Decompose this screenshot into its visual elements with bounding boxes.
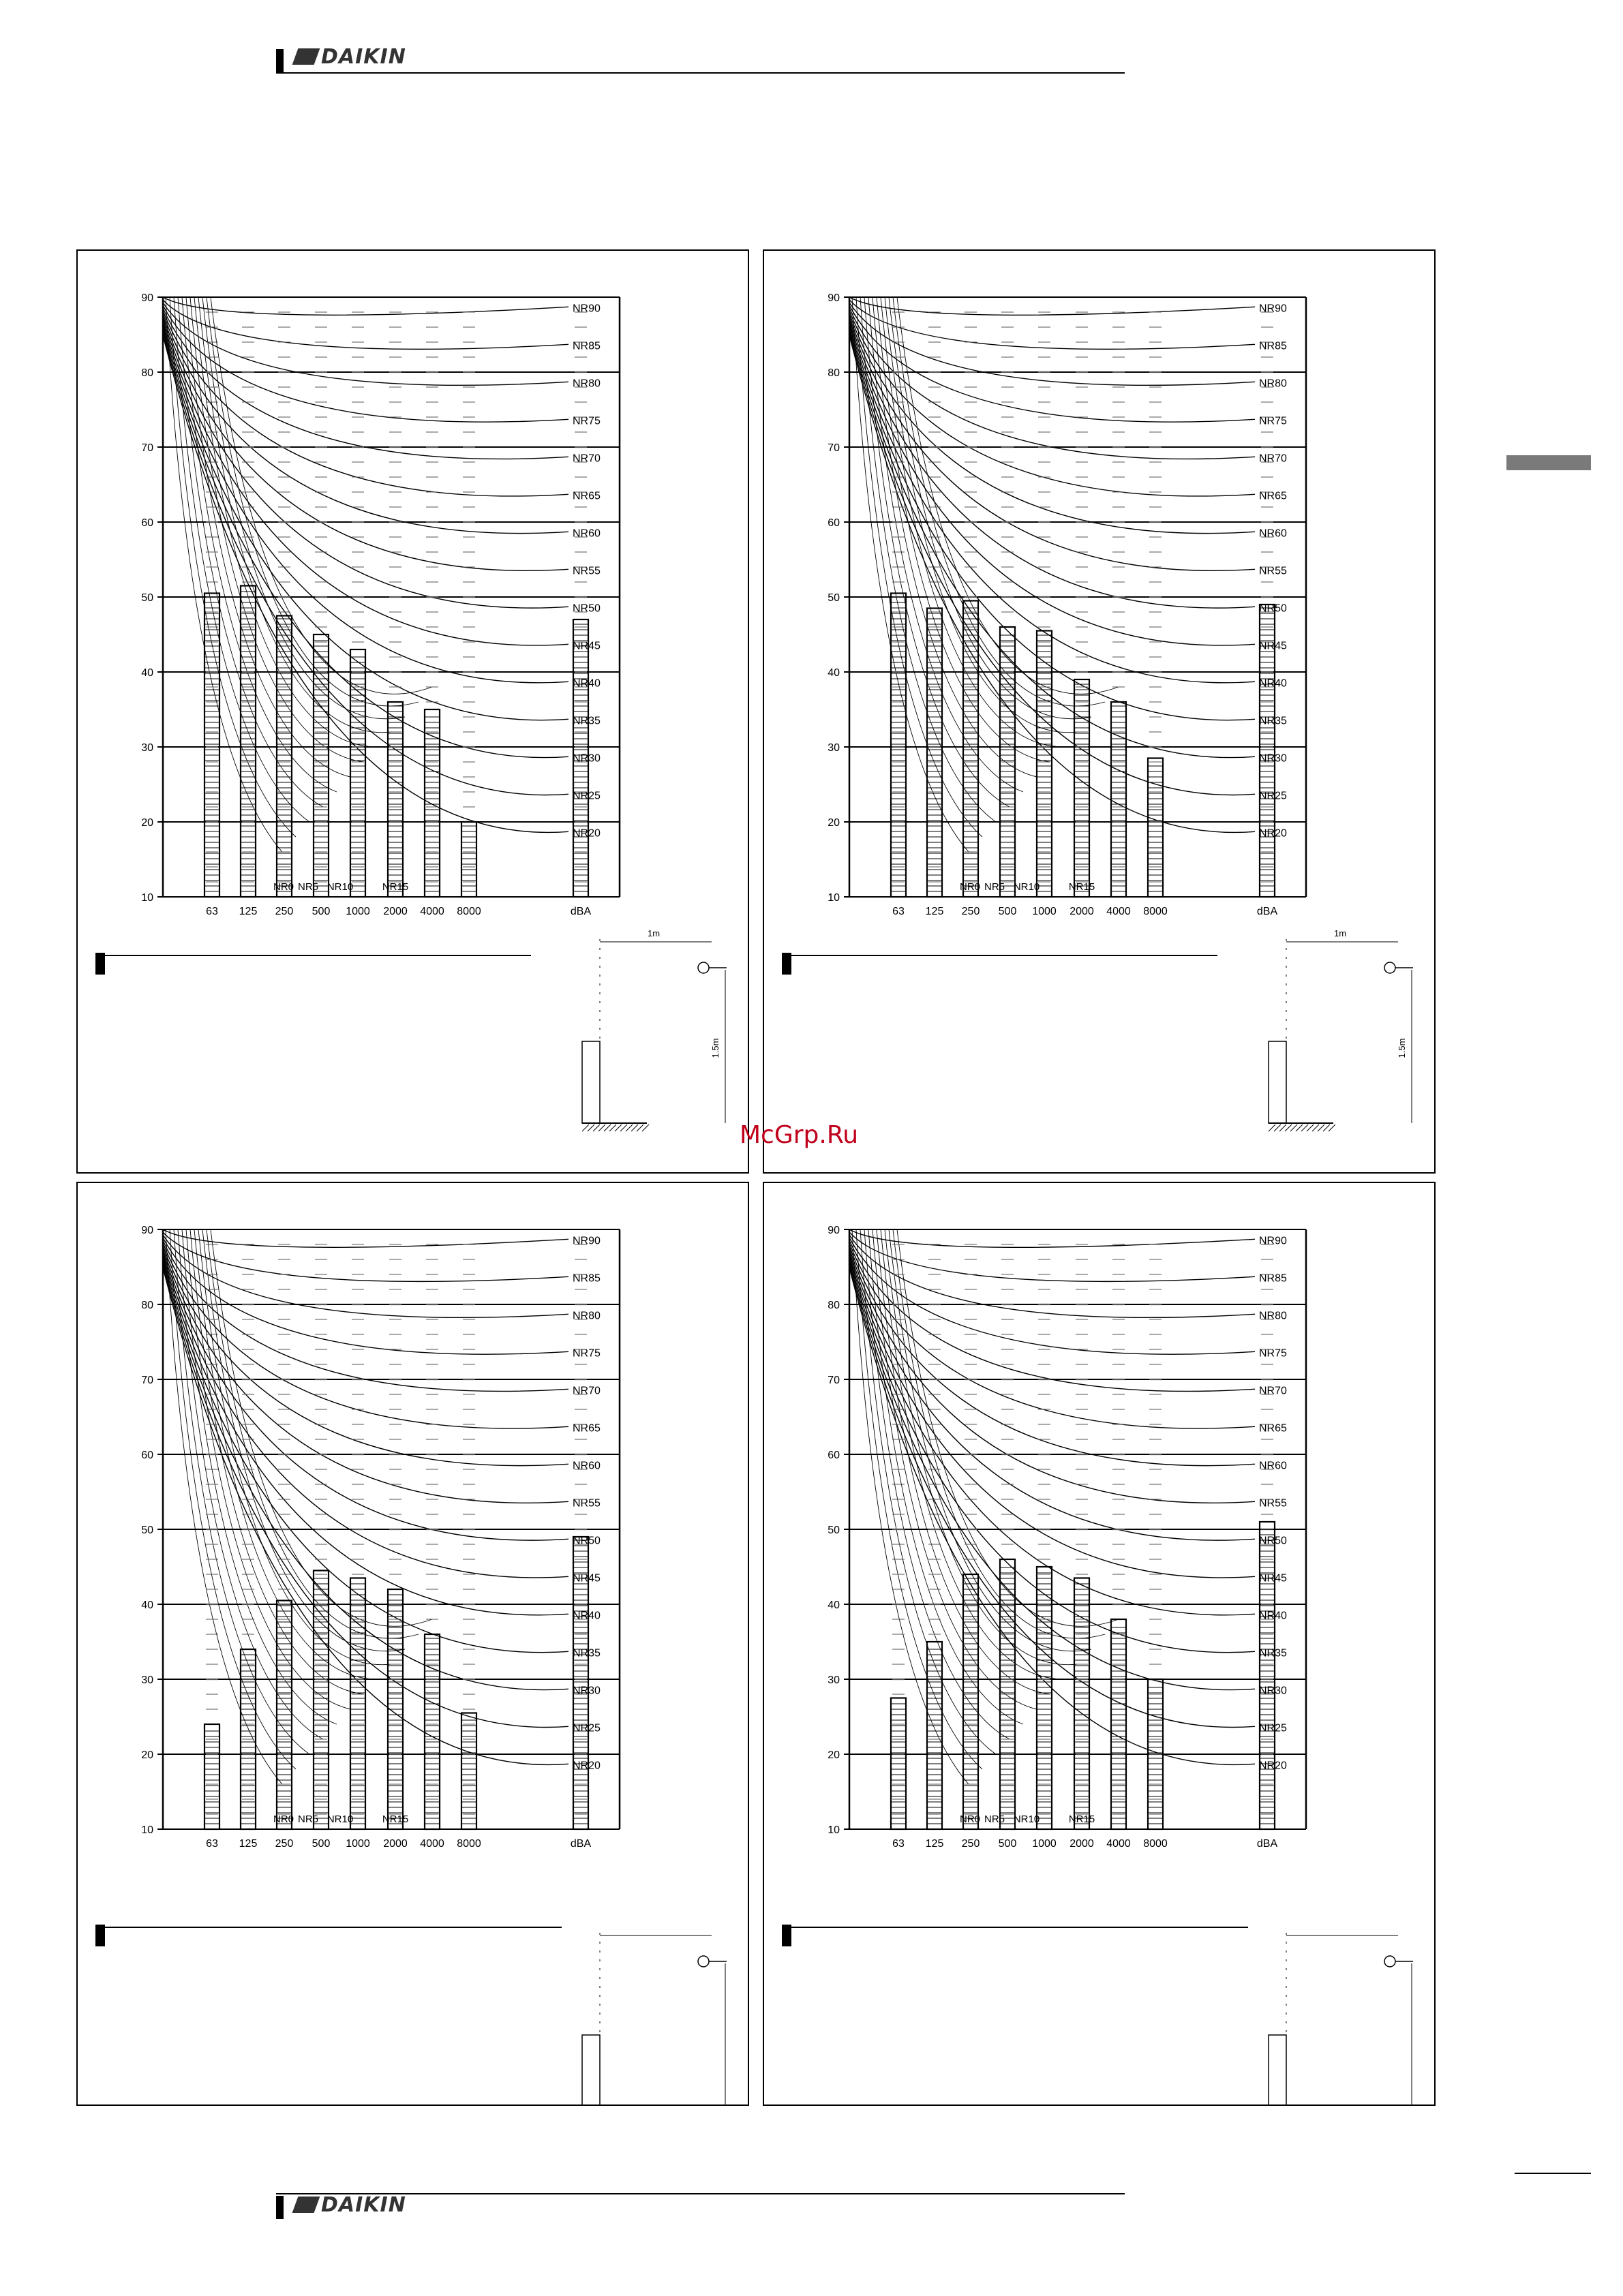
nr-curve-label: NR75 — [573, 1347, 601, 1360]
daikin-footer-logo-icon — [292, 2196, 320, 2213]
y-tick-label: 80 — [141, 367, 153, 379]
floor-hatch — [588, 1124, 594, 1131]
nr-curve-label: NR40 — [1259, 677, 1287, 690]
bar-63 — [204, 594, 219, 898]
bar-500 — [314, 1571, 329, 1830]
x-tick-label: 1000 — [346, 906, 370, 917]
y-tick-label: 50 — [141, 1525, 153, 1536]
nr-fan-line — [885, 297, 1078, 733]
nr-curve-label: NR75 — [1259, 415, 1287, 427]
nr-curve-label: NR60 — [573, 1460, 601, 1472]
x-tick-label: 2000 — [1070, 1838, 1094, 1850]
nr-curve — [849, 1251, 1255, 1540]
x-tick-label: 4000 — [1106, 1838, 1131, 1850]
nr-curve-label: NR40 — [573, 677, 601, 690]
x-tick-label: 4000 — [420, 1838, 444, 1850]
y-tick-label: 30 — [141, 742, 153, 754]
nr-curve-label: NR45 — [573, 1572, 601, 1585]
caption-mark — [95, 1925, 105, 1946]
x-tick-label: 125 — [239, 1838, 258, 1850]
microphone-icon — [1384, 962, 1395, 973]
nr-curve-label: NR40 — [1259, 1610, 1287, 1622]
nr-fan-line — [202, 1229, 405, 1651]
x-tick-label: dBA — [570, 1838, 592, 1850]
footer-logo — [295, 2193, 406, 2217]
unit-outline — [1269, 2035, 1286, 2106]
measurement-diagram — [582, 928, 727, 1131]
microphone-icon — [1384, 1956, 1395, 1967]
floor-hatch — [1323, 1124, 1330, 1131]
floor-hatch — [1296, 1124, 1303, 1131]
x-tick-label: 125 — [925, 1838, 944, 1850]
y-tick-label: 50 — [141, 592, 153, 604]
y-tick-label: 60 — [828, 517, 840, 529]
nr-curve-label: NR55 — [573, 565, 601, 577]
nr-curve-label: NR85 — [573, 340, 601, 352]
nr-curve-label: NR75 — [1259, 1347, 1287, 1360]
nr-curve-label: NR70 — [573, 453, 601, 465]
nr-curve-label: NR85 — [1259, 1272, 1287, 1285]
chart-svg-1 — [78, 251, 749, 1174]
x-tick-label: 4000 — [1106, 906, 1131, 917]
y-tick-label: 90 — [141, 1225, 153, 1236]
unit-outline — [582, 2035, 600, 2106]
nr-curve — [849, 297, 1255, 315]
y-tick-label: 20 — [828, 817, 840, 829]
x-tick-label: 500 — [312, 906, 331, 917]
nr-fan-line — [174, 297, 309, 822]
chart-panel-3 — [76, 1182, 749, 2106]
floor-hatch — [593, 1124, 600, 1131]
section-tab — [1506, 455, 1591, 470]
nr-curve — [849, 305, 1255, 422]
bar-250 — [277, 616, 292, 898]
x-tick-label: 63 — [892, 1838, 905, 1850]
nr-curve-label: NR50 — [1259, 602, 1287, 615]
footer-brand-name: DAIKIN — [321, 2193, 406, 2217]
x-tick-label: dBA — [570, 906, 592, 917]
bar-4000 — [1111, 702, 1126, 897]
nr-bottom-label: NR0 — [273, 1813, 294, 1825]
nr-curve-label: NR85 — [573, 1272, 601, 1285]
x-tick-label: 500 — [998, 906, 1017, 917]
brand-name: DAIKIN — [321, 45, 406, 69]
nr-bottom-label: NR5 — [984, 1813, 1005, 1825]
nr-curve — [163, 305, 568, 422]
nr-curve-label: NR55 — [1259, 565, 1287, 577]
nr-bottom-label: NR15 — [1068, 1813, 1095, 1825]
nr-curve-label: NR90 — [573, 1235, 601, 1247]
bar-4000 — [425, 709, 440, 897]
nr-fan-line — [198, 297, 391, 733]
nr-curve-label: NR80 — [573, 1310, 601, 1322]
nr-curve — [849, 319, 1255, 608]
bar-8000 — [461, 1713, 476, 1830]
nr-curve-label: NR50 — [573, 602, 601, 615]
nr-curve-label: NR80 — [1259, 378, 1287, 390]
nr-curve — [849, 1238, 1255, 1354]
chart-svg-4 — [764, 1183, 1436, 2106]
chart-2 — [782, 292, 1413, 1131]
nr-curve-label: NR80 — [573, 378, 601, 390]
bar-63 — [891, 594, 906, 898]
x-tick-label: 63 — [206, 906, 218, 917]
nr-curve-label: NR30 — [573, 752, 601, 765]
nr-curve — [849, 1243, 1255, 1428]
nr-curve — [163, 1232, 568, 1281]
nr-curve-label: NR30 — [1259, 1685, 1287, 1697]
nr-curve-label: NR65 — [1259, 1422, 1287, 1435]
diagram-top-label: 1m — [647, 928, 661, 938]
floor-hatch — [620, 1124, 627, 1131]
x-tick-label: 8000 — [1143, 906, 1168, 917]
nr-curve-label: NR25 — [1259, 1722, 1287, 1734]
nr-curve-label: NR40 — [573, 1610, 601, 1622]
nr-curve-label: NR35 — [1259, 1647, 1287, 1659]
nr-curve-label: NR65 — [573, 490, 601, 502]
nr-bottom-label: NR10 — [327, 1813, 354, 1825]
watermark: McGrp.Ru — [740, 1121, 859, 1149]
nr-bottom-label: NR10 — [327, 881, 354, 893]
nr-curve-label: NR55 — [573, 1497, 601, 1510]
nr-fan-line — [860, 1229, 996, 1754]
y-tick-label: 80 — [141, 1300, 153, 1311]
floor-hatch — [1318, 1124, 1324, 1131]
y-tick-label: 30 — [828, 1674, 840, 1686]
nr-bottom-label: NR15 — [1068, 881, 1095, 893]
nr-curve-label: NR20 — [1259, 827, 1287, 840]
nr-curve-label: NR35 — [573, 715, 601, 727]
chart-svg-2 — [764, 251, 1436, 1174]
nr-bottom-label: NR10 — [1013, 1813, 1040, 1825]
floor-hatch — [631, 1124, 638, 1131]
floor-hatch — [1269, 1124, 1275, 1131]
chart-3 — [95, 1225, 727, 2106]
y-tick-label: 30 — [828, 742, 840, 754]
diagram-side-label: 1.5m — [1397, 1038, 1407, 1058]
nr-bottom-label: NR5 — [297, 1813, 319, 1825]
nr-curve — [849, 313, 1255, 534]
y-tick-label: 90 — [828, 1225, 840, 1236]
x-tick-label: 8000 — [457, 906, 481, 917]
unit-outline — [582, 1041, 600, 1123]
y-tick-label: 70 — [141, 1375, 153, 1386]
caption-mark — [95, 953, 105, 975]
x-tick-label: dBA — [1256, 1838, 1278, 1850]
nr-curve-label: NR60 — [1259, 527, 1287, 540]
chart-panel-4 — [763, 1182, 1436, 2106]
nr-curve — [163, 1243, 568, 1428]
y-tick-label: 40 — [828, 667, 840, 679]
nr-curve-label: NR90 — [573, 303, 601, 315]
y-tick-label: 90 — [828, 292, 840, 304]
x-tick-label: 2000 — [383, 1838, 408, 1850]
y-tick-label: 10 — [828, 1824, 840, 1836]
floor-hatch — [1290, 1124, 1297, 1131]
brand-logo — [295, 45, 406, 69]
floor-hatch — [615, 1124, 622, 1131]
x-tick-label: 63 — [892, 906, 905, 917]
nr-fan-line — [198, 1229, 391, 1665]
nr-curve — [163, 1246, 568, 1466]
bar-1000 — [1037, 631, 1052, 898]
bar-125 — [927, 1642, 942, 1829]
y-tick-label: 40 — [141, 1599, 153, 1611]
nr-curve-label: NR25 — [1259, 790, 1287, 802]
x-tick-label: 250 — [961, 906, 980, 917]
y-tick-label: 10 — [828, 892, 840, 904]
nr-curve-label: NR20 — [573, 1760, 601, 1772]
floor-hatch — [1307, 1124, 1314, 1131]
nr-curve-label: NR35 — [573, 1647, 601, 1659]
floor-hatch — [1279, 1124, 1286, 1131]
y-tick-label: 10 — [141, 1824, 153, 1836]
nr-curve-label: NR30 — [1259, 752, 1287, 765]
nr-curve-label: NR35 — [1259, 715, 1287, 727]
nr-curve-label: NR30 — [573, 1685, 601, 1697]
nr-curve-label: NR65 — [1259, 490, 1287, 502]
nr-curve-label: NR70 — [1259, 1385, 1287, 1397]
x-tick-label: 500 — [312, 1838, 331, 1850]
x-tick-label: 125 — [925, 906, 944, 917]
diagram-top-label: 1m — [1333, 928, 1347, 938]
nr-curve-label: NR75 — [573, 415, 601, 427]
chart-panel-1 — [76, 249, 749, 1174]
measurement-diagram — [1269, 928, 1413, 1131]
bar-dBA — [1260, 1522, 1275, 1829]
floor-hatch — [1285, 1124, 1292, 1131]
y-tick-label: 50 — [828, 592, 840, 604]
x-tick-label: 2000 — [383, 906, 408, 917]
floor-hatch — [604, 1124, 611, 1131]
y-tick-label: 40 — [828, 1599, 840, 1611]
nr-bottom-label: NR5 — [984, 881, 1005, 893]
nr-curve — [849, 1246, 1255, 1466]
nr-curve-label: NR25 — [573, 790, 601, 802]
nr-bottom-label: NR15 — [382, 881, 409, 893]
nr-curve — [163, 1229, 568, 1247]
floor-hatch — [637, 1124, 643, 1131]
nr-bottom-label: NR0 — [959, 881, 981, 893]
x-tick-label: 250 — [275, 1838, 294, 1850]
x-tick-label: 2000 — [1070, 906, 1094, 917]
y-tick-label: 90 — [141, 292, 153, 304]
x-tick-label: 1000 — [1032, 1838, 1057, 1850]
nr-curve — [163, 319, 568, 608]
floor-hatch — [1274, 1124, 1281, 1131]
chart-panel-2 — [763, 249, 1436, 1174]
nr-curve — [163, 311, 568, 496]
bar-63 — [204, 1724, 219, 1829]
microphone-icon — [698, 962, 709, 973]
nr-curve — [849, 1229, 1255, 1247]
y-tick-label: 70 — [141, 442, 153, 454]
y-tick-label: 70 — [828, 442, 840, 454]
bar-4000 — [425, 1634, 440, 1829]
bar-8000 — [1148, 759, 1163, 898]
nr-curve-label: NR20 — [573, 827, 601, 840]
nr-curve-label: NR45 — [1259, 640, 1287, 652]
nr-curve-label: NR25 — [573, 1722, 601, 1734]
nr-curve-label: NR60 — [573, 527, 601, 540]
chart-1 — [95, 292, 727, 1131]
nr-bottom-label: NR0 — [959, 1813, 981, 1825]
x-tick-label: 500 — [998, 1838, 1017, 1850]
nr-bottom-label: NR10 — [1013, 881, 1040, 893]
microphone-icon — [698, 1956, 709, 1967]
nr-bottom-label: NR15 — [382, 1813, 409, 1825]
floor-hatch — [598, 1124, 605, 1131]
nr-curve — [163, 1238, 568, 1354]
nr-curve — [849, 300, 1255, 349]
nr-curve — [849, 1232, 1255, 1281]
y-tick-label: 60 — [141, 517, 153, 529]
nr-curve — [163, 313, 568, 534]
nr-curve-label: NR50 — [573, 1535, 601, 1547]
page-number-rule — [1515, 2173, 1591, 2174]
y-tick-label: 10 — [141, 892, 153, 904]
y-tick-label: 30 — [141, 1674, 153, 1686]
floor-hatch — [1329, 1124, 1335, 1131]
nr-fan-line — [889, 297, 1091, 719]
nr-curve — [163, 297, 568, 315]
nr-fan-line — [860, 297, 996, 822]
chart-4 — [782, 1225, 1413, 2106]
x-tick-label: 250 — [275, 906, 294, 917]
bar-250 — [963, 601, 978, 898]
nr-curve-label: NR45 — [1259, 1572, 1287, 1585]
nr-curve-label: NR65 — [573, 1422, 601, 1435]
floor-hatch — [582, 1124, 589, 1131]
y-tick-label: 60 — [828, 1450, 840, 1461]
nr-curve — [849, 311, 1255, 496]
daikin-logo-icon — [292, 48, 320, 65]
measurement-diagram — [1269, 1933, 1413, 2106]
floor-hatch — [626, 1124, 633, 1131]
nr-curve — [163, 1251, 568, 1540]
footer-mark — [276, 2196, 284, 2219]
header-mark — [276, 49, 284, 72]
nr-curve-label: NR20 — [1259, 1760, 1287, 1772]
unit-outline — [1269, 1041, 1286, 1123]
x-tick-label: 125 — [239, 906, 258, 917]
nr-fan-line — [885, 1229, 1078, 1665]
nr-curve-label: NR70 — [573, 1385, 601, 1397]
nr-fan-line — [202, 297, 405, 719]
x-tick-label: 4000 — [420, 906, 444, 917]
floor-hatch — [1301, 1124, 1308, 1131]
y-tick-label: 50 — [828, 1525, 840, 1536]
nr-curve-label: NR60 — [1259, 1460, 1287, 1472]
nr-curve-label: NR55 — [1259, 1497, 1287, 1510]
x-tick-label: 1000 — [346, 1838, 370, 1850]
x-tick-label: 1000 — [1032, 906, 1057, 917]
y-tick-label: 40 — [141, 667, 153, 679]
y-tick-label: 80 — [828, 1300, 840, 1311]
nr-bottom-label: NR5 — [297, 881, 319, 893]
y-tick-label: 80 — [828, 367, 840, 379]
caption-mark — [782, 1925, 791, 1946]
nr-curve-label: NR90 — [1259, 303, 1287, 315]
chart-svg-3 — [78, 1183, 749, 2106]
nr-bottom-label: NR0 — [273, 881, 294, 893]
nr-fan-line — [889, 1229, 1091, 1651]
nr-curve-label: NR45 — [573, 640, 601, 652]
nr-fan-line — [174, 1229, 309, 1754]
floor-hatch — [609, 1124, 616, 1131]
x-tick-label: 8000 — [457, 1838, 481, 1850]
x-tick-label: 250 — [961, 1838, 980, 1850]
y-tick-label: 20 — [828, 1749, 840, 1761]
diagram-side-label: 1.5m — [710, 1038, 721, 1058]
measurement-diagram — [582, 1933, 727, 2106]
y-tick-label: 60 — [141, 1450, 153, 1461]
x-tick-label: 63 — [206, 1838, 218, 1850]
x-tick-label: 8000 — [1143, 1838, 1168, 1850]
nr-curve — [163, 300, 568, 349]
y-tick-label: 70 — [828, 1375, 840, 1386]
nr-curve-label: NR70 — [1259, 453, 1287, 465]
x-tick-label: dBA — [1256, 906, 1278, 917]
y-tick-label: 20 — [141, 817, 153, 829]
floor-hatch — [1312, 1124, 1319, 1131]
nr-curve-label: NR50 — [1259, 1535, 1287, 1547]
y-tick-label: 20 — [141, 1749, 153, 1761]
bar-2000 — [388, 702, 403, 897]
nr-curve-label: NR90 — [1259, 1235, 1287, 1247]
floor-hatch — [642, 1124, 649, 1131]
nr-curve-label: NR80 — [1259, 1310, 1287, 1322]
caption-mark — [782, 953, 791, 975]
header-rule — [276, 72, 1125, 74]
nr-curve-label: NR85 — [1259, 340, 1287, 352]
